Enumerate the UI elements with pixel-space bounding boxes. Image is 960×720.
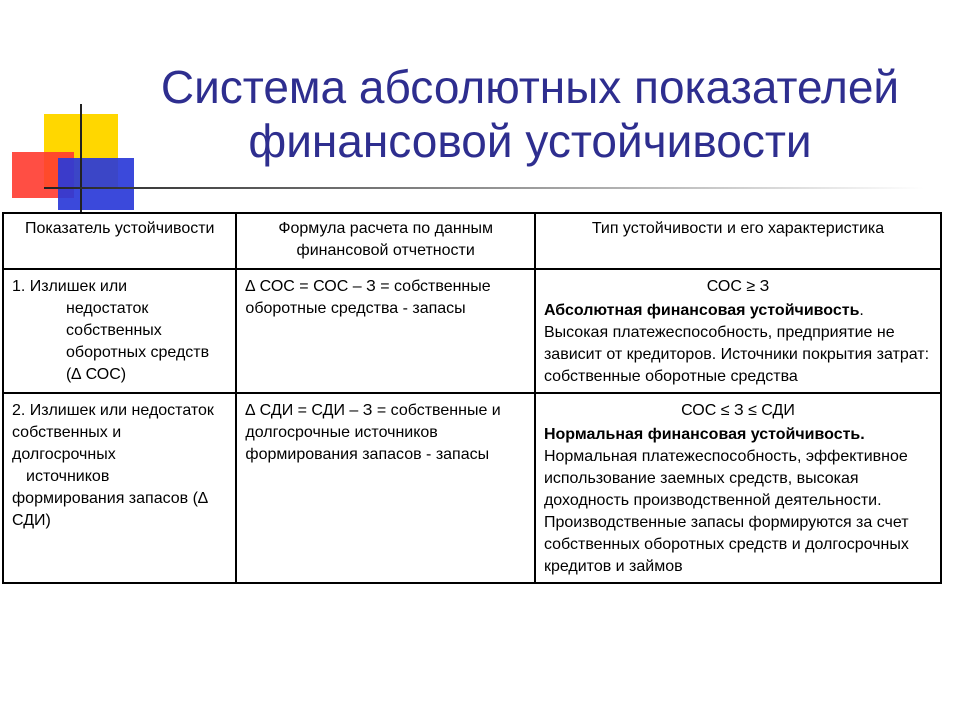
slide-title-line-1: Система абсолютных показателей xyxy=(160,61,900,113)
row2-indicator-last: формирования запасов (∆ СДИ) xyxy=(12,490,208,529)
row1-type-text: Высокая платежеспособность, предприятие не зависит от кредиторов. Источники покрытия затрат: собственные оборотные средства xyxy=(543,324,930,385)
row1-indicator-cell xyxy=(3,269,236,393)
slide-title-line-2: финансовой устойчивости xyxy=(248,115,812,167)
row2-indicator-first: 2. Излишек или недостаток собственных и долгосрочных xyxy=(12,402,214,463)
table-header-row xyxy=(3,213,941,269)
row2-condition: СОС ≤ З ≤ СДИ xyxy=(681,402,795,419)
row2-indicator-cell xyxy=(3,393,236,583)
header-formula: Формула расчета по данным финансовой отчетности xyxy=(236,213,535,269)
row1-type-cell xyxy=(535,269,941,393)
row2-type-bold: Нормальная финансовая устойчивость. xyxy=(543,426,865,443)
slide-title xyxy=(140,60,920,168)
row1-type-bold: Абсолютная финансовая устойчивость xyxy=(543,302,860,319)
indicators-table xyxy=(2,212,942,584)
table-row xyxy=(3,269,941,393)
header-indicator: Показатель устойчивости xyxy=(3,213,236,269)
decor-blue-square xyxy=(58,158,134,210)
row2-type-cell xyxy=(535,393,941,583)
row1-indicator-first: 1. Излишек или xyxy=(12,278,128,295)
header-type: Тип устойчивости и его характеристика xyxy=(535,213,941,269)
decor-vertical-line xyxy=(80,104,82,214)
row2-formula: ∆ СДИ = СДИ – З = собственные и долгосрочные источников формирования запасов - запасы xyxy=(245,402,501,463)
row1-formula: ∆ СОС = СОС – З = собственные оборотные средства - запасы xyxy=(245,278,491,317)
row2-indicator-rest: источников xyxy=(26,468,110,485)
table-row xyxy=(3,393,941,583)
row1-formula-cell xyxy=(236,269,535,393)
row1-type-bold-tail: . xyxy=(859,302,864,319)
row1-condition: СОС ≥ З xyxy=(706,278,770,295)
row1-indicator-rest: недостаток собственных оборотных средств (∆ СОС) xyxy=(66,300,210,383)
row2-formula-cell xyxy=(236,393,535,583)
decor-horizontal-line xyxy=(44,187,924,189)
row2-type-text: Нормальная платежеспособность, эффективное использование заемных средств, высокая доходность производственной деятельности. Производственные запасы формируются за счет собственных оборотных средств и долгосрочных кредитов и займов xyxy=(543,448,909,575)
